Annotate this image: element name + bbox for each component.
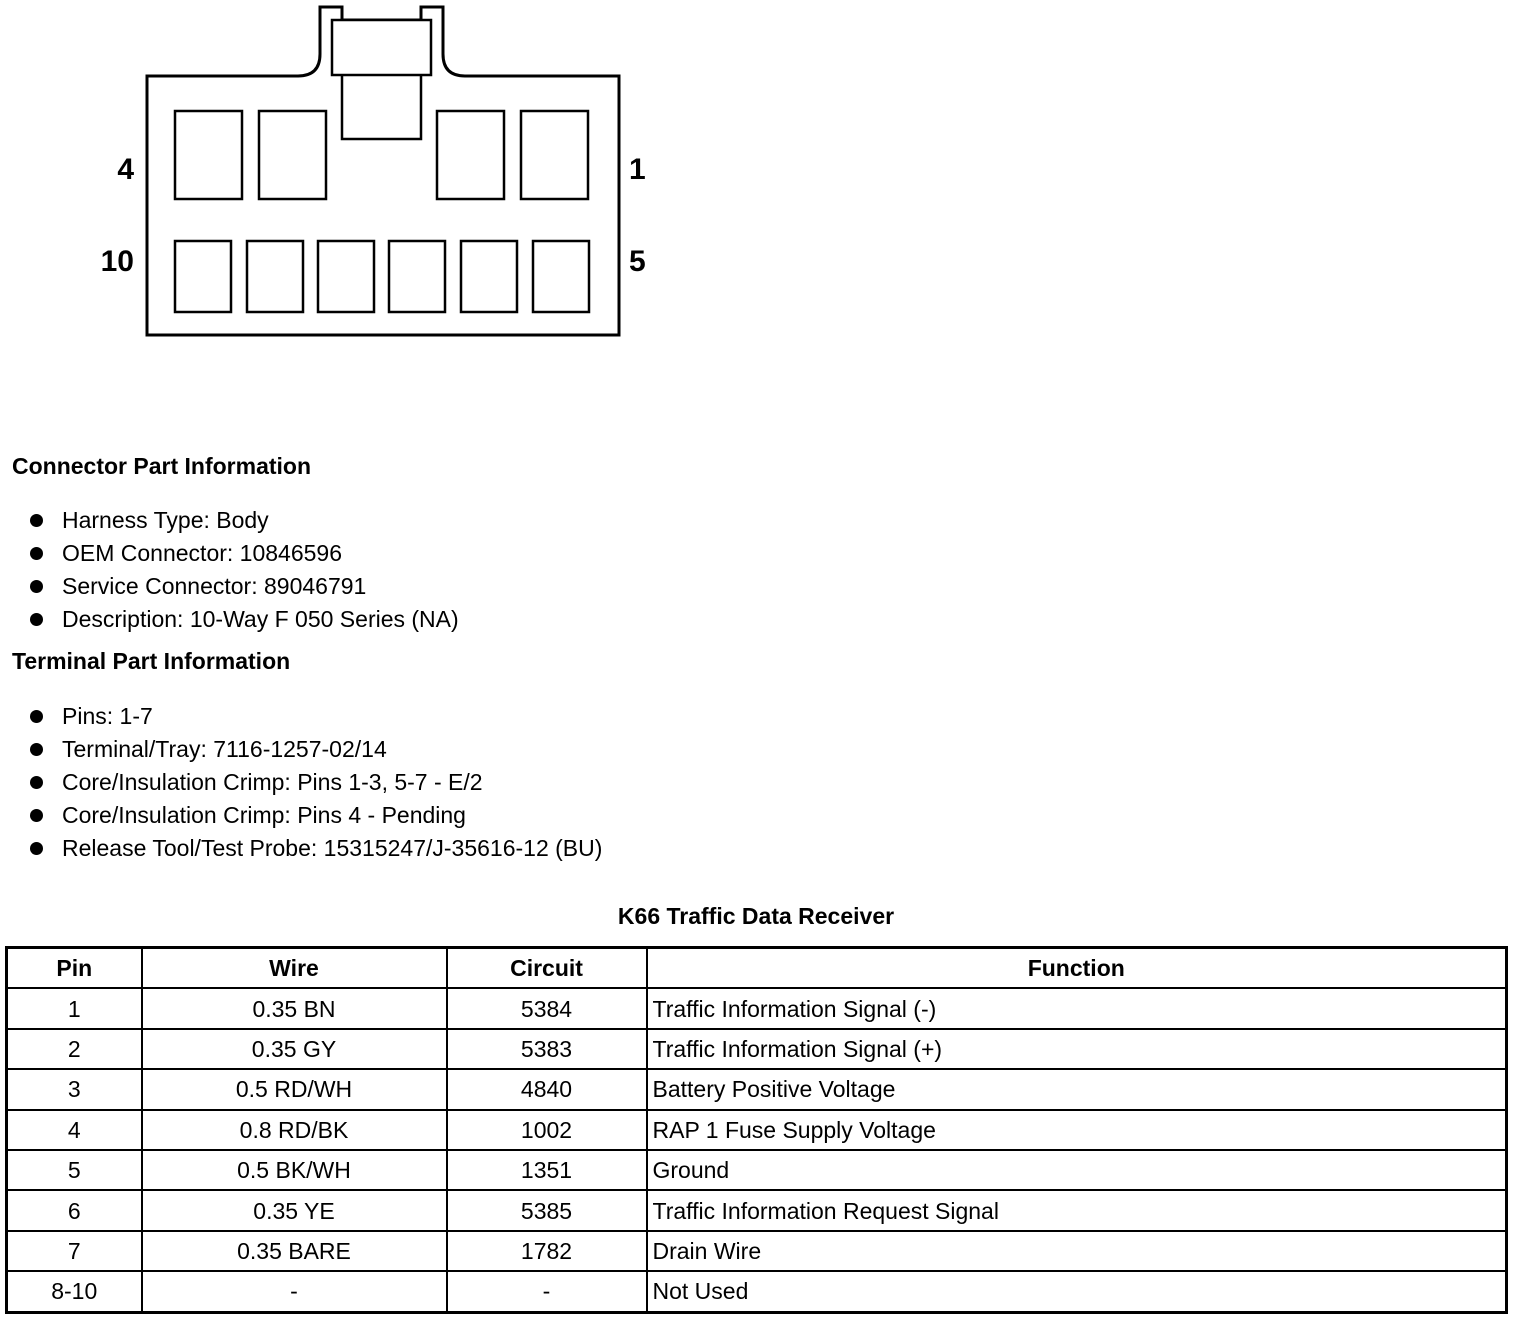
table-row <box>7 1150 1507 1190</box>
bullet-icon <box>30 710 43 723</box>
table-row <box>7 1231 1507 1271</box>
list-item: OEM Connector: 10846596 <box>30 537 459 570</box>
bullet-icon <box>30 613 43 626</box>
bullet-icon <box>30 547 43 560</box>
function-cell: Drain Wire <box>647 1231 1507 1271</box>
pin-cell: 6 <box>7 1190 142 1230</box>
pin-label-bottom-right: 5 <box>629 245 646 278</box>
function-cell: Ground <box>647 1150 1507 1190</box>
cavity-pin-7 <box>389 241 445 312</box>
list-item: Core/Insulation Crimp: Pins 1-3, 5-7 - E/2 <box>30 766 602 799</box>
wire-cell: 0.8 RD/BK <box>142 1110 447 1150</box>
column-header-wire: Wire <box>142 948 447 989</box>
cavity-pin-4 <box>175 111 242 199</box>
pin-cell: 5 <box>7 1150 142 1190</box>
pin-label-top-left: 4 <box>117 153 134 186</box>
bullet-icon <box>30 580 43 593</box>
pin-cell: 8-10 <box>7 1271 142 1312</box>
bullet-icon <box>30 842 43 855</box>
connector-info-heading: Connector Part Information <box>12 453 312 479</box>
list-item: Harness Type: Body <box>30 504 459 537</box>
connector-info-list <box>30 504 459 636</box>
cavity-pin-8 <box>318 241 374 312</box>
table-row <box>7 1190 1507 1230</box>
pin-cell: 3 <box>7 1069 142 1109</box>
list-item: Terminal/Tray: 7116-1257-02/14 <box>30 733 602 766</box>
terminal-info-list <box>30 700 602 865</box>
cavity-pin-1 <box>521 111 588 199</box>
circuit-cell: 5383 <box>447 1029 647 1069</box>
table-row <box>7 1110 1507 1150</box>
wire-cell: 0.35 YE <box>142 1190 447 1230</box>
pin-cell: 7 <box>7 1231 142 1271</box>
pinout-table <box>5 946 1508 1314</box>
locking-tab-body <box>342 75 421 139</box>
circuit-cell: - <box>447 1271 647 1312</box>
function-cell: Traffic Information Signal (+) <box>647 1029 1507 1069</box>
pin-label-bottom-left: 10 <box>100 245 134 278</box>
connector-face-diagram <box>0 0 700 360</box>
wire-cell: - <box>142 1271 447 1312</box>
cavity-pin-6 <box>461 241 517 312</box>
list-item: Core/Insulation Crimp: Pins 4 - Pending <box>30 799 602 832</box>
column-header-function: Function <box>647 948 1507 989</box>
function-cell: Battery Positive Voltage <box>647 1069 1507 1109</box>
table-header-row <box>7 948 1507 989</box>
table-row <box>7 1029 1507 1069</box>
cavity-pin-10 <box>175 241 231 312</box>
cavity-pin-2 <box>437 111 504 199</box>
circuit-cell: 1002 <box>447 1110 647 1150</box>
locking-tab-head <box>332 20 431 75</box>
table-row <box>7 1271 1507 1312</box>
wire-cell: 0.5 RD/WH <box>142 1069 447 1109</box>
list-item: Description: 10-Way F 050 Series (NA) <box>30 603 459 636</box>
circuit-cell: 4840 <box>447 1069 647 1109</box>
cavity-pin-9 <box>247 241 303 312</box>
pin-cell: 4 <box>7 1110 142 1150</box>
table-title: K66 Traffic Data Receiver <box>617 903 895 929</box>
list-item: Pins: 1-7 <box>30 700 602 733</box>
table-row <box>7 988 1507 1028</box>
column-header-circuit: Circuit <box>447 948 647 989</box>
circuit-cell: 5384 <box>447 988 647 1028</box>
function-cell: Traffic Information Request Signal <box>647 1190 1507 1230</box>
function-cell: Not Used <box>647 1271 1507 1312</box>
cavity-pin-3 <box>259 111 326 199</box>
circuit-cell: 1782 <box>447 1231 647 1271</box>
list-item: Release Tool/Test Probe: 15315247/J-35616-12 (BU) <box>30 832 602 865</box>
wire-cell: 0.5 BK/WH <box>142 1150 447 1190</box>
bullet-icon <box>30 809 43 822</box>
pin-cell: 2 <box>7 1029 142 1069</box>
function-cell: Traffic Information Signal (-) <box>647 988 1507 1028</box>
list-item: Service Connector: 89046791 <box>30 570 459 603</box>
circuit-cell: 5385 <box>447 1190 647 1230</box>
cavity-pin-5 <box>533 241 589 312</box>
wire-cell: 0.35 GY <box>142 1029 447 1069</box>
wire-cell: 0.35 BARE <box>142 1231 447 1271</box>
pin-label-top-right: 1 <box>629 153 646 186</box>
bullet-icon <box>30 776 43 789</box>
terminal-info-heading: Terminal Part Information <box>12 648 291 674</box>
pin-cell: 1 <box>7 988 142 1028</box>
table-row <box>7 1069 1507 1109</box>
column-header-pin: Pin <box>7 948 142 989</box>
bullet-icon <box>30 514 43 527</box>
circuit-cell: 1351 <box>447 1150 647 1190</box>
function-cell: RAP 1 Fuse Supply Voltage <box>647 1110 1507 1150</box>
bullet-icon <box>30 743 43 756</box>
wire-cell: 0.35 BN <box>142 988 447 1028</box>
